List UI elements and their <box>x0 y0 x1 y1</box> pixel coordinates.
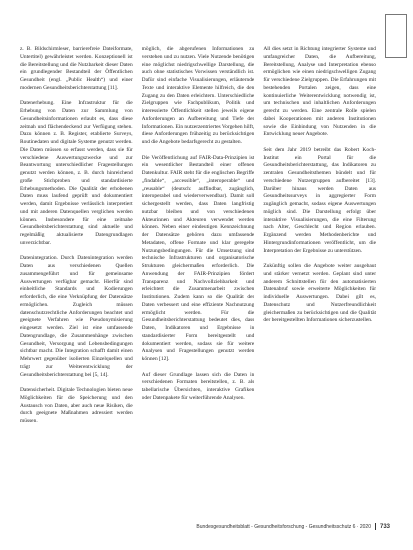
text-column-2 <box>142 46 255 516</box>
page-footer <box>188 523 390 530</box>
paragraph: Auf dieser Grundlage lassen sich die Daten in verschiedenen Formaten bereitstellen, z. B. als tabellarische Übersichten, interaktive Grafiken oder Datenpakete für weiterführende Analysen. <box>141 371 255 401</box>
page-number: 733 <box>379 523 390 530</box>
paragraph: Datenerhebung. Eine Infrastruktur für die Erhebung von Daten zur Sammlung von Gesundheitsinformationen erlaubt es, dass diese zeitnah und flächendeckend zur Verfügung stehen. Dazu können z. B. Register, etablierte Surveys, Routinedaten und digitale Systeme genutzt werden. Die Daten müssen so erfasst werden, dass sie für verschiedene Auswertungszwecke und zur Beantwortung unterschiedlicher Fragestellungen genutzt werden können, z. B. durch hinreichend große Stichproben und standardisierte Erhebungsmethoden. Die Qualität der erhobenen Daten muss laufend geprüft und dokumentiert werden, damit Ergebnisse verlässlich interpretiert und mit anderen Datenquellen verglichen werden können. Insbesondere für eine zeitnahe Gesundheitsberichterstattung sind aktuelle und regelmäßig aktualisierte Datengrundlagen unverzichtbar. <box>20 100 133 246</box>
paragraph: Zukünftig sollen die Angebote weiter ausgebaut und stärker vernetzt werden. Geplant sind unter anderem Schnittstellen für den automatisierten Datenabruf sowie erweiterte Möglichkeiten für individuelle Auswertungen. Dabei gilt es, Datenschutz und Nutzerfreundlichkeit gleichermaßen zu berücksichtigen und die Qualität der bereitgestellten Informationen sicherzustellen. <box>263 263 377 324</box>
paragraph: z. B. Bildschirmleser, barrierefreie Dateiformate, Untertitel) gewährleistet werden. Konzeptionell ist die Bereitstellung und die Nutzbarkeit dieser Daten ein grundlegender Bestandteil der Öffentlichen Gesundheit (engl. „Public Health“) und einer modernen Gesundheitsberichterstattung [11]. <box>20 46 133 91</box>
text-column-3 <box>263 46 376 516</box>
paragraph: Die Veröffentlichung auf FAIR-Data-Prinzipien ist ein wesentlicher Bestandteil einer offenen Datenkultur. FAIR steht für die englischen Begriffe „findable“, „accessible“, „interoperable“ und „reusable“ (deutsch: auffindbar, zugänglich, interoperabel und wiederverwendbar). Damit soll sichergestellt werden, dass Daten langfristig nutzbar bleiben und von verschiedenen Akteurinnen und Akteuren verwendet werden können. Neben einer eindeutigen Kennzeichnung der Datensätze gehören dazu umfassende Metadaten, offene Formate und klar geregelte Nutzungsbedingungen. Für die Umsetzung sind technische Infrastrukturen und organisatorische Strukturen gleichermaßen erforderlich. Die Anwendung der FAIR-Prinzipien fördert Transparenz und Nachvollziehbarkeit und erleichtert die Zusammenarbeit zwischen Institutionen. Zudem kann so die Qualität der Daten verbessert und eine effiziente Nachnutzung ermöglicht werden. Für die Gesundheitsberichterstattung bedeutet dies, dass Daten, Indikatoren und Ergebnisse in standardisierter Form bereitgestellt und dokumentiert werden, sodass sie für weitere Analysen und Fragestellungen genutzt werden können [12]. <box>141 154 255 362</box>
paragraph: Datensicherheit. Digitale Technologien bieten neue Möglichkeiten für die Speicherung und den Austausch von Daten, aber auch neue Risiken, die durch geeignete Maßnahmen adressiert werden müssen. <box>20 387 133 424</box>
section-tab <box>385 14 407 58</box>
journal-citation: Bundesgesundheitsblatt - Gesundheitsforschung - Gesundheitsschutz 6 · 2020 <box>196 523 371 530</box>
body-text-columns <box>20 46 376 516</box>
paragraph: Datenintegration. Durch Datenintegration werden Daten aus verschiedenen Quellen zusammengeführt und für gemeinsame Auswertungen verfügbar gemacht. Hierfür sind einheitliche Standards und Kodierungen erforderlich, die eine Verknüpfung der Datensätze ermöglichen. Zugleich müssen datenschutzrechtliche Anforderungen beachtet und geeignete Verfahren wie Pseudonymisierung eingesetzt werden. Ziel ist eine umfassende Datengrundlage, die Zusammenhänge zwischen Gesundheit, Versorgung und Lebensbedingungen sichtbar macht. Die Integration schafft damit einen Mehrwert gegenüber isolierten Einzelquellen und trägt zur Weiterentwicklung der Gesundheitsberichterstattung bei [5, 14]. <box>20 255 133 378</box>
paragraph: möglich, die abgerufenen Informationen zu verstehen und zu nutzen. Viele Nutzende benötigen eine möglichst niedrigschwellige Darstellung, die auch ohne statistisches Vorwissen verständlich ist. Dafür sind einfache Visualisierungen, erläuternde Texte und interaktive Elemente hilfreich, die den Zugang zu den Daten erleichtern. Unterschiedliche Zielgruppen wie Fachpublikum, Politik und interessierte Öffentlichkeit stellen jeweils eigene Anforderungen an Aufbereitung und Tiefe der Informationen. Ein nutzerzentriertes Vorgehen hilft, diese Anforderungen frühzeitig zu berücksichtigen und die Angebote bedarfsgerecht zu gestalten. <box>141 46 255 145</box>
paragraph: Seit dem Jahr 2019 betreibt das Robert Koch-Institut ein Portal für die Gesundheitsberichterstattung, das Indikatoren zu zentralen Gesundheitsthemen bündelt und für verschiedene Nutzergruppen aufbereitet [13]. Darüber hinaus werden Daten aus Gesundheitssurveys in aggregierter Form zugänglich gemacht, sodass eigene Auswertungen möglich sind. Die Darstellung erfolgt über interaktive Visualisierungen, die eine Filterung nach Alter, Geschlecht und Region erlauben. Ergänzend werden Methodenberichte und Hintergrundinformationen veröffentlicht, um die Interpretation der Ergebnisse zu unterstützen. <box>263 146 377 254</box>
paragraph: All dies setzt in Richtung integrierter Systeme und umfangreicher Daten, die Aufbereitung, Bereitstellung, Analyse und Interpretation ebenso ermöglichen wie einen niedrigschwelligen Zugang für verschiedene Zielgruppen. Die Erfahrungen mit bestehenden Portalen zeigen, dass eine kontinuierliche Weiterentwicklung notwendig ist, um technischen und inhaltlichen Anforderungen gerecht zu werden. Eine zentrale Rolle spielen dabei Kooperationen mit anderen Institutionen sowie die Einbindung von Nutzenden in die Entwicklung neuer Angebote. <box>263 46 377 138</box>
text-column-1 <box>20 46 133 516</box>
footer-divider <box>375 523 376 530</box>
